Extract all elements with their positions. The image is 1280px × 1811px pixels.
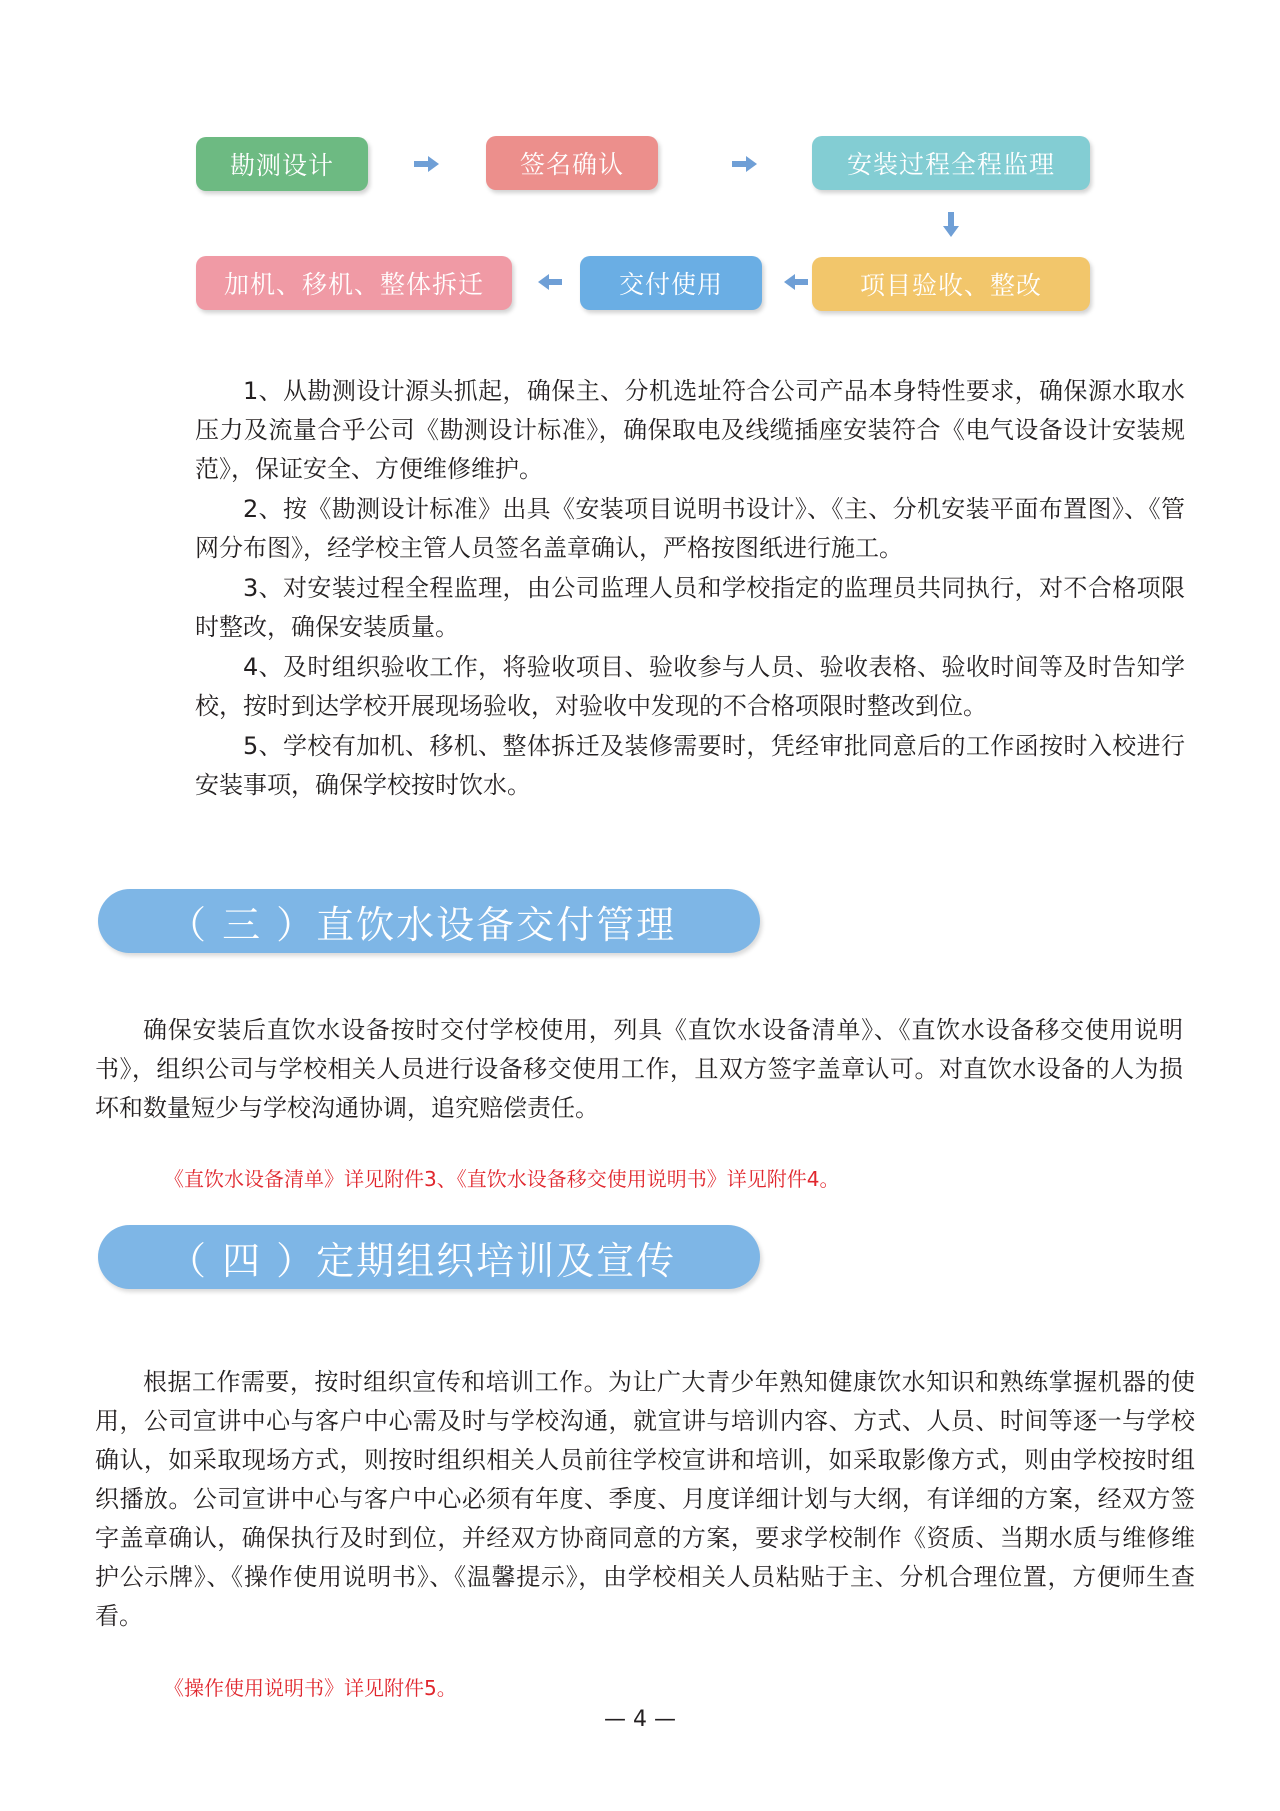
- page-number: — 4 —: [604, 1707, 676, 1732]
- flow-step-delivery: [580, 256, 762, 310]
- arrow-left-icon: [784, 273, 808, 291]
- flow-step-survey-design: [196, 137, 368, 191]
- step-paragraph-4: 4、及时组织验收工作，将验收项目、验收参与人员、验收表格、验收时间等及时告知学校，按时到达学校开展现场验收，对验收中发现的不合格项限时整改到位。: [195, 653, 1185, 720]
- step-paragraph-2: 2、按《勘测设计标准》出具《安装项目说明书设计》、《主、分机安装平面布置图》、《管网分布图》，经学校主管人员签名盖章确认，严格按图纸进行施工。: [195, 495, 1185, 562]
- arrow-right-icon: [414, 155, 440, 173]
- step-paragraph-5: 5、学校有加机、移机、整体拆迁及装修需要时，凭经审批同意后的工作函按时入校进行安装事项，确保学校按时饮水。: [195, 732, 1185, 799]
- section-3-attachment-note: 《直饮水设备清单》详见附件3、《直饮水设备移交使用说明书》详见附件4。: [164, 1167, 840, 1191]
- flow-step-label: 勘测设计: [229, 151, 334, 180]
- section-4-body: 根据工作需要，按时组织宣传和培训工作。为让广大青少年熟知健康饮水知识和熟练掌握机器的使用，公司宣讲中心与客户中心需及时与学校沟通，就宣讲与培训内容、方式、人员、时间等逐一与学校确认，如采取现场方式，则按时组织相关人员前往学校宣讲和培训，如采取影像方式，则由学校按时组织播放。公司宣讲中心与客户中心必须有年度、季度、月度详细计划与大纲，有详细的方案，经双方签字盖章确认，确保执行及时到位，并经双方协商同意的方案，要求学校制作《资质、当期水质与维修维护公示牌》、《操作使用说明书》、《温馨提示》，由学校相关人员粘贴于主、分机合理位置，方便师生查看。: [95, 1368, 1195, 1630]
- flow-step-install-supervision: [812, 136, 1090, 190]
- flow-step-label: 加机、移机、整体拆迁: [223, 270, 484, 299]
- flow-step-acceptance-rectify: [812, 257, 1090, 311]
- section-3-title: （ 三 ）直饮水设备交付管理: [168, 902, 677, 947]
- section-3-body: 确保安装后直饮水设备按时交付学校使用，列具《直饮水设备清单》、《直饮水设备移交使用说明书》，组织公司与学校相关人员进行设备移交使用工作，且双方签字盖章认可。对直饮水设备的人为损坏和数量短少与学校沟通协调，追究赔偿责任。: [95, 1016, 1183, 1122]
- flow-step-add-move-relocate: [196, 256, 512, 310]
- section-4-title: （ 四 ）定期组织培训及宣传: [168, 1238, 677, 1283]
- arrow-down-icon: [942, 212, 960, 238]
- section-4-heading: [98, 1225, 760, 1289]
- section-4-attachment-note: 《操作使用说明书》详见附件5。: [164, 1676, 457, 1700]
- section-3-heading: [98, 889, 760, 953]
- arrow-left-icon: [538, 273, 562, 291]
- flow-step-label: 交付使用: [618, 270, 723, 299]
- step-paragraph-1: 1、从勘测设计源头抓起，确保主、分机选址符合公司产品本身特性要求，确保源水取水压力及流量合乎公司《勘测设计标准》，确保取电及线缆插座安装符合《电气设备设计安装规范》，保证安全、方便维修维护。: [195, 377, 1185, 483]
- flow-step-label: 签名确认: [519, 150, 624, 179]
- arrow-right-icon: [732, 155, 758, 173]
- flow-step-label: 项目验收、整改: [859, 271, 1042, 300]
- step-paragraph-3: 3、对安装过程全程监理，由公司监理人员和学校指定的监理员共同执行，对不合格项限时整改，确保安装质量。: [195, 574, 1185, 641]
- flow-step-label: 安装过程全程监理: [846, 150, 1055, 179]
- flow-step-sign-confirm: [486, 136, 658, 190]
